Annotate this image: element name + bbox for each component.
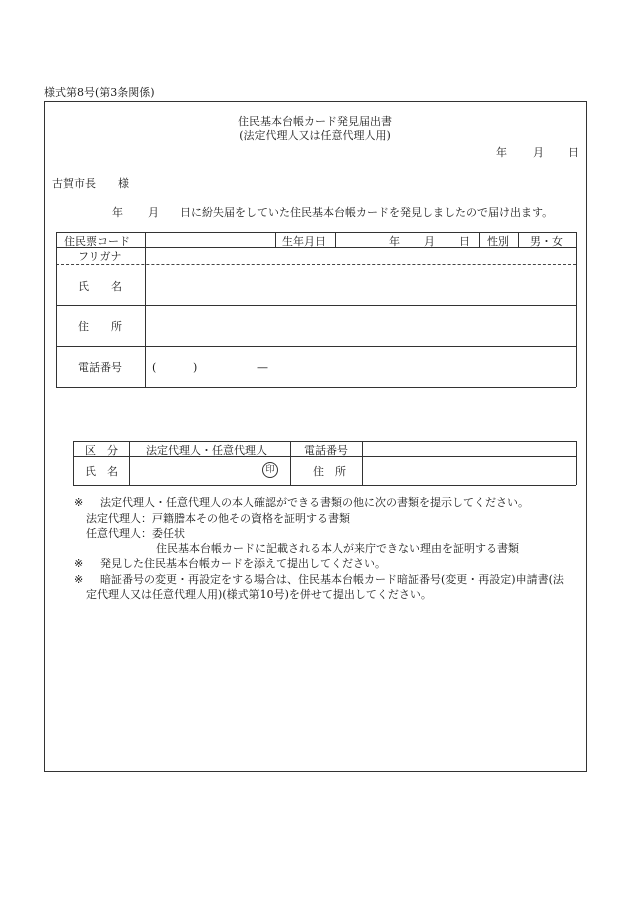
date-month: 月 [533,146,544,159]
submission-date [496,147,579,158]
seal-mark: 印 [262,462,278,478]
note-mark: ※ [74,496,84,509]
furigana-label: フリガナ [78,250,122,263]
birth-day-unit: 日 [459,235,470,248]
agent-phone-label: 電話番号 [304,444,348,457]
form-title: 住民基本台帳カード発見届出書 [238,115,392,128]
form-number-label: 様式第8号(第3条関係) [44,86,155,99]
date-year: 年 [496,146,507,159]
notice-sentence [112,207,553,218]
phone-close-paren: ) [193,361,198,374]
phone-label: 電話番号 [78,361,122,374]
notice-text: 日に紛失届をしていた住民基本台帳カードを発見しましたので届け出ます。 [180,206,554,219]
address-label: 住 所 [78,320,122,333]
birth-year-unit: 年 [389,235,400,248]
notice-month: 月 [148,206,159,219]
note-text: 任意代理人：委任状 [86,527,185,540]
note-mark: ※ [74,557,84,570]
agent-name-field[interactable] [130,457,260,485]
note-text: 法定代理人・任意代理人の本人確認ができる書類の他に次の書類を提示してください。 [100,496,529,509]
addressee: 古賀市長 様 [52,177,129,190]
note-text: 法定代理人：戸籍謄本その他その資格を証明する書類 [86,512,350,525]
phone-open-paren: ( [152,361,157,374]
agent-address-label: 住 所 [313,465,346,478]
agent-category-label: 区 分 [85,444,118,457]
resident-code-label: 住民票コード [64,235,130,248]
name-label: 氏 名 [78,280,122,293]
name-field[interactable] [146,265,575,305]
date-day: 日 [568,146,579,159]
agent-address-field[interactable] [363,457,575,485]
form-subtitle: (法定代理人又は任意代理人用) [239,129,391,142]
note-mark: ※ [74,573,84,586]
furigana-field[interactable] [146,248,575,264]
phone-dash: — [257,361,268,374]
birthdate-field[interactable] [336,233,478,247]
agent-name-label: 氏 名 [85,465,118,478]
agent-type-options[interactable]: 法定代理人・任意代理人 [146,444,267,457]
note-text: 暗証番号の変更・再設定をする場合は、住民基本台帳カード暗証番号(変更・再設定)申請書(法 [100,573,564,586]
birthdate-label: 生年月日 [282,235,326,248]
agent-phone-field[interactable] [363,442,575,456]
form-frame [44,101,587,772]
address-field[interactable] [146,306,575,346]
notice-year: 年 [112,206,123,219]
sex-options[interactable]: 男・女 [530,235,563,248]
resident-code-field[interactable] [146,233,274,247]
note-text: 発見した住民基本台帳カードを添えて提出してください。 [100,557,386,570]
note-text: 住民基本台帳カードに記載される本人が来庁できない理由を証明する書類 [156,542,519,555]
note-text: 定代理人又は任意代理人用)(様式第10号)を併せて提出してください。 [86,588,432,601]
birth-month-unit: 月 [424,235,435,248]
phone-field[interactable] [146,347,575,387]
sex-label: 性別 [487,235,509,248]
